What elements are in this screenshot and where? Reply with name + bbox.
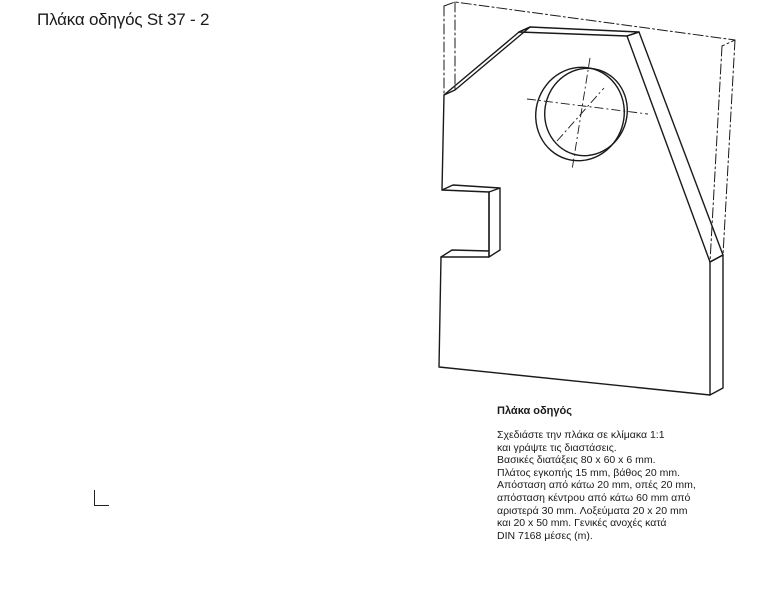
corner-mark [94, 490, 109, 506]
blank-outline [444, 2, 735, 262]
hole-back-edge [533, 57, 638, 166]
caption-line: αριστερά 30 mm. Λοξεύματα 20 x 20 mm [497, 504, 688, 517]
isometric-plate-drawing [420, 0, 750, 400]
plate-drawing [420, 0, 750, 400]
caption-block [497, 400, 762, 542]
caption-heading: Πλάκα οδηγός [497, 405, 572, 417]
hole-front-edge [524, 56, 637, 173]
page-title: Πλάκα οδηγός St 37 - 2 [37, 10, 210, 29]
plate-front-face [439, 32, 710, 395]
right-edge-face [710, 255, 723, 395]
caption-line: Σχεδιάστε την πλάκα σε κλίμακα 1:1 [497, 429, 665, 441]
caption-line: και 20 x 50 mm. Γενικές ανοχές κατά [497, 517, 667, 530]
caption-line: και γράψτε τις διαστάσεις. [497, 441, 617, 454]
caption-line: απόσταση κέντρου από κάτω 60 mm από [497, 491, 691, 504]
caption-body [497, 429, 762, 542]
caption-line: Πλάτος εγκοπής 15 mm, βάθος 20 mm. [497, 466, 681, 479]
right-chamfer-face [627, 32, 723, 262]
caption-line: DIN 7168 μέσες (m). [497, 529, 593, 542]
caption-line: Απόσταση από κάτω 20 mm, οπές 20 mm, [497, 479, 696, 492]
caption-line: Βασικές διατάξεις 80 x 60 x 6 mm. [497, 454, 656, 467]
slot-depth [441, 185, 500, 257]
